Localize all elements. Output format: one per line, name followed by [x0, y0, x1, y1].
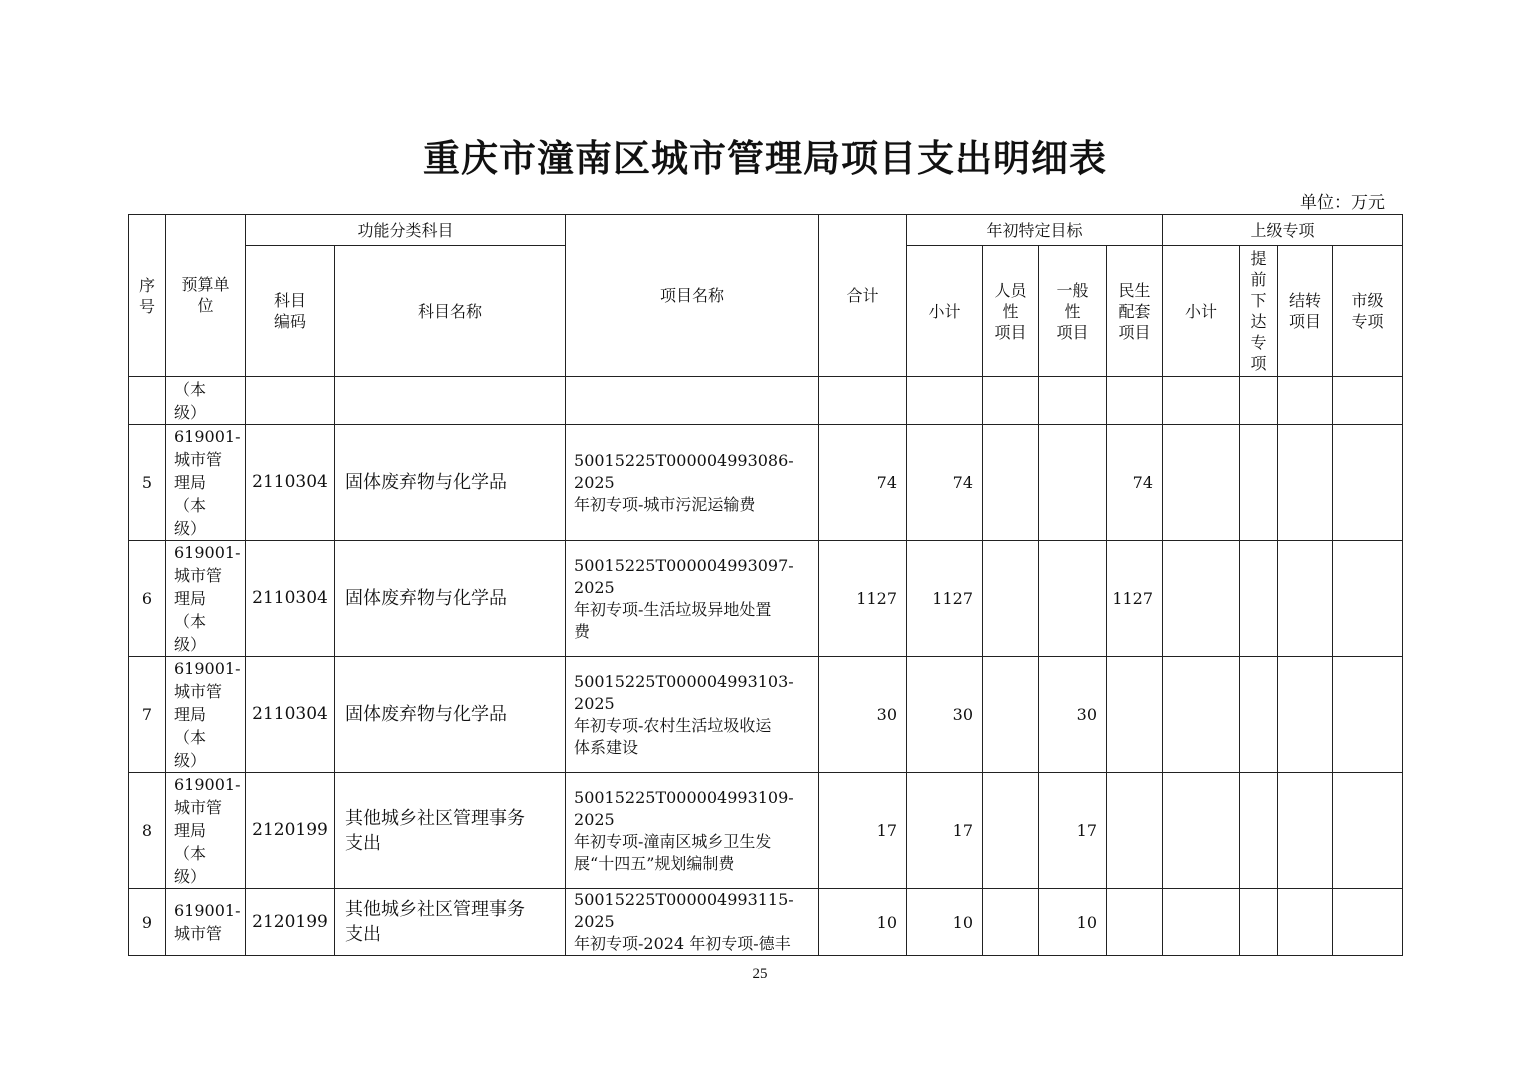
cell-unit-text: （本 级）	[174, 379, 207, 422]
cell-project-text: 50015225T000004993086-2025 年初专项-城市污泥运输费	[574, 450, 794, 514]
cell-subject	[335, 541, 566, 657]
cell-general: 17	[1039, 773, 1107, 889]
cell-project-text: 50015225T000004993103-2025 年初专项-农村生活垃圾收运 体系建设	[574, 671, 794, 757]
table-row	[129, 425, 1403, 541]
cell-personnel	[983, 657, 1039, 773]
header-budget-unit	[166, 215, 246, 377]
cell-unit	[166, 541, 246, 657]
table-row	[129, 377, 1403, 425]
cell-unit	[166, 425, 246, 541]
header-city-level-text: 市级 专项	[1351, 291, 1384, 331]
cell-unit-text: 619001- 城市管 理局 （本 级）	[174, 427, 241, 538]
cell-city	[1333, 773, 1403, 889]
cell-subject-text: 固体废弃物与化学品	[345, 704, 507, 725]
cell-general: 10	[1039, 889, 1107, 956]
cell-unit-text: 619001- 城市管 理局 （本 级）	[174, 543, 241, 654]
header-general	[1039, 246, 1107, 377]
cell-unit	[166, 773, 246, 889]
cell-unit-text: 619001- 城市管 理局 （本 级）	[174, 775, 241, 886]
cell-subject-text: 其他城乡社区管理事务 支出	[345, 807, 525, 854]
cell-project	[566, 541, 819, 657]
cell-subject-text: 固体废弃物与化学品	[345, 472, 507, 493]
cell-subject-text: 固体废弃物与化学品	[345, 588, 507, 609]
unit-label: 单位：万元	[1300, 193, 1385, 213]
cell-year-subtotal: 1127	[907, 541, 983, 657]
cell-carryover	[1278, 377, 1333, 425]
cell-subject	[335, 657, 566, 773]
cell-city	[1333, 889, 1403, 956]
cell-project	[566, 425, 819, 541]
table-body	[129, 377, 1403, 956]
header-budget-unit-text: 预算单 位	[181, 275, 230, 315]
cell-advance	[1240, 889, 1278, 956]
cell-livelihood	[1107, 773, 1163, 889]
cell-unit	[166, 889, 246, 956]
cell-seq: 7	[129, 657, 166, 773]
header-subject-name: 科目名称	[335, 246, 566, 377]
cell-project-text: 50015225T000004993109-2025 年初专项-潼南区城乡卫生发 展“十四五”规划编制费	[574, 787, 794, 873]
cell-carryover	[1278, 657, 1333, 773]
cell-personnel	[983, 773, 1039, 889]
cell-code: 2120199	[246, 889, 335, 956]
header-subject-code	[246, 246, 335, 377]
header-upper-group: 上级专项	[1163, 215, 1403, 246]
cell-total: 17	[819, 773, 907, 889]
cell-year-subtotal: 74	[907, 425, 983, 541]
cell-upper-subtotal	[1163, 657, 1240, 773]
cell-year-subtotal: 17	[907, 773, 983, 889]
header-personnel-text: 人员 性 项目	[994, 280, 1027, 342]
cell-advance	[1240, 657, 1278, 773]
cell-code: 2120199	[246, 773, 335, 889]
cell-city	[1333, 425, 1403, 541]
cell-livelihood	[1107, 377, 1163, 425]
cell-subject	[335, 773, 566, 889]
header-func-group: 功能分类科目	[246, 215, 566, 246]
header-total: 合计	[819, 215, 907, 377]
header-city-level	[1333, 246, 1403, 377]
cell-upper-subtotal	[1163, 773, 1240, 889]
cell-project	[566, 773, 819, 889]
cell-advance	[1240, 541, 1278, 657]
cell-carryover	[1278, 773, 1333, 889]
cell-project	[566, 377, 819, 425]
header-general-text: 一般 性 项目	[1056, 280, 1089, 342]
cell-general	[1039, 425, 1107, 541]
header-livelihood	[1107, 246, 1163, 377]
cell-year-subtotal: 30	[907, 657, 983, 773]
cell-unit-text: 619001- 城市管 理局 （本 级）	[174, 659, 241, 770]
cell-total: 10	[819, 889, 907, 956]
cell-carryover	[1278, 541, 1333, 657]
cell-project	[566, 657, 819, 773]
cell-city	[1333, 657, 1403, 773]
cell-code: 2110304	[246, 425, 335, 541]
header-seq-text: 序 号	[138, 275, 155, 316]
cell-upper-subtotal	[1163, 377, 1240, 425]
cell-personnel	[983, 889, 1039, 956]
table-row	[129, 773, 1403, 889]
cell-year-subtotal: 10	[907, 889, 983, 956]
header-project-name: 项目名称	[566, 215, 819, 377]
cell-upper-subtotal	[1163, 541, 1240, 657]
cell-personnel	[983, 541, 1039, 657]
cell-unit-text: 619001- 城市管	[174, 901, 241, 943]
cell-upper-subtotal	[1163, 889, 1240, 956]
cell-livelihood	[1107, 657, 1163, 773]
cell-subject	[335, 889, 566, 956]
cell-general: 30	[1039, 657, 1107, 773]
cell-city	[1333, 377, 1403, 425]
cell-upper-subtotal	[1163, 425, 1240, 541]
cell-advance	[1240, 377, 1278, 425]
header-seq	[129, 215, 166, 377]
cell-city	[1333, 541, 1403, 657]
header-carryover-text: 结转 项目	[1289, 291, 1322, 331]
cell-unit	[166, 377, 246, 425]
page-number: 25	[752, 966, 768, 982]
cell-livelihood: 74	[1107, 425, 1163, 541]
header-advance	[1240, 246, 1278, 377]
cell-seq	[129, 377, 166, 425]
cell-code	[246, 377, 335, 425]
cell-total: 74	[819, 425, 907, 541]
cell-code: 2110304	[246, 541, 335, 657]
cell-general	[1039, 541, 1107, 657]
cell-total	[819, 377, 907, 425]
header-livelihood-text: 民生 配套 项目	[1118, 280, 1151, 342]
cell-total: 1127	[819, 541, 907, 657]
cell-personnel	[983, 377, 1039, 425]
table-row	[129, 889, 1403, 956]
header-subject-code-text: 科目 编码	[273, 291, 306, 331]
cell-subject-text: 其他城乡社区管理事务 支出	[345, 899, 525, 945]
header-personnel	[983, 246, 1039, 377]
header-year-subtotal: 小计	[907, 246, 983, 377]
cell-project	[566, 889, 819, 956]
cell-year-subtotal	[907, 377, 983, 425]
cell-subject	[335, 377, 566, 425]
cell-carryover	[1278, 889, 1333, 956]
expenditure-table	[128, 214, 1403, 956]
cell-total: 30	[819, 657, 907, 773]
cell-advance	[1240, 425, 1278, 541]
cell-carryover	[1278, 425, 1333, 541]
cell-unit	[166, 657, 246, 773]
cell-livelihood: 1127	[1107, 541, 1163, 657]
cell-subject	[335, 425, 566, 541]
cell-personnel	[983, 425, 1039, 541]
table-row	[129, 541, 1403, 657]
cell-seq: 5	[129, 425, 166, 541]
cell-code: 2110304	[246, 657, 335, 773]
header-upper-subtotal: 小计	[1163, 246, 1240, 377]
table-row	[129, 657, 1403, 773]
cell-seq: 8	[129, 773, 166, 889]
page-title: 重庆市潼南区城市管理局项目支出明细表	[423, 136, 1107, 180]
cell-project-text: 50015225T000004993097-2025 年初专项-生活垃圾异地处置 费	[574, 555, 794, 641]
cell-seq: 9	[129, 889, 166, 956]
cell-seq: 6	[129, 541, 166, 657]
header-advance-text: 提 前 下 达 专 项	[1250, 249, 1267, 373]
header-carryover	[1278, 246, 1333, 377]
header-year-group: 年初特定目标	[907, 215, 1163, 246]
cell-livelihood	[1107, 889, 1163, 956]
cell-general	[1039, 377, 1107, 425]
cell-project-text: 50015225T000004993115-2025 年初专项-2024 年初专项-德丰	[574, 890, 794, 953]
cell-advance	[1240, 773, 1278, 889]
